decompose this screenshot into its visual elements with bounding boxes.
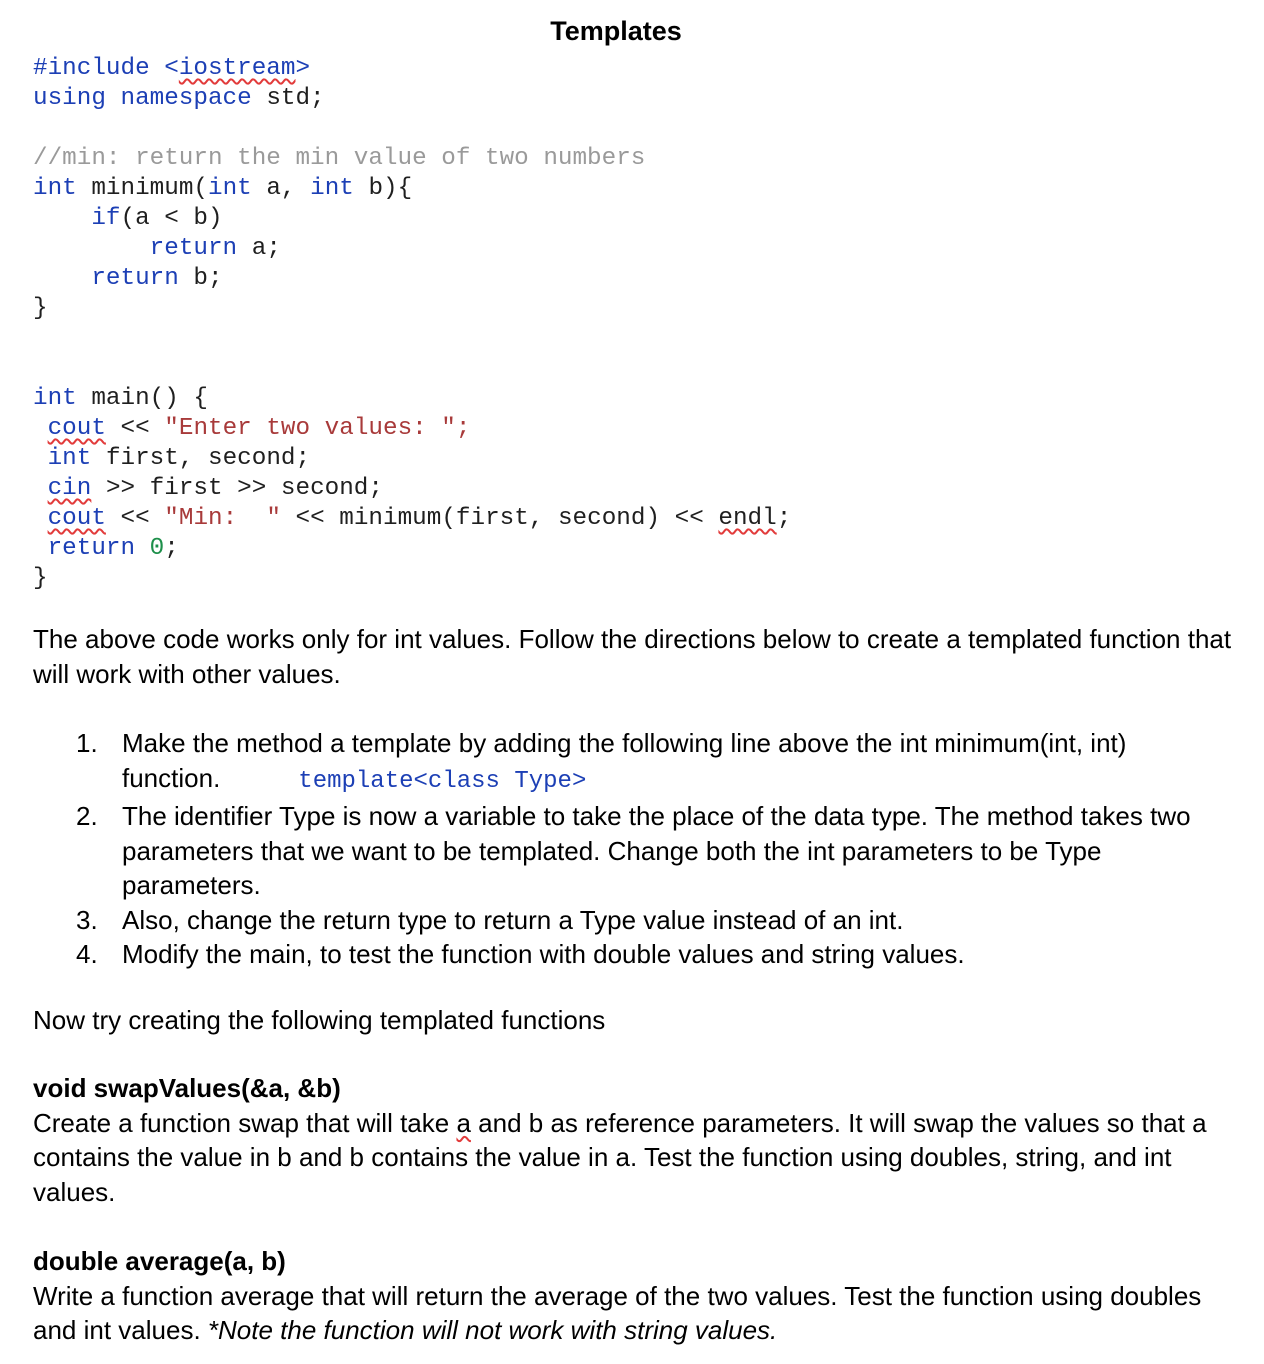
return-keyword: return [47, 535, 136, 562]
code-line-return-b [33, 264, 791, 294]
code-close-brace-main: } [33, 565, 48, 592]
decl-type: int [47, 445, 92, 472]
code-block [33, 54, 791, 594]
code-line-decl [33, 444, 791, 474]
return-keyword: return [91, 265, 179, 292]
code-line-main [33, 384, 791, 414]
param-type-b: int [310, 175, 354, 202]
swap-body-a: a [456, 1107, 471, 1138]
code-line-signature [33, 174, 791, 204]
template-line-code: template<class Type> [298, 767, 587, 795]
list-item [76, 903, 1236, 938]
prompt-string: "Enter two values: "; [164, 415, 471, 442]
step-text: Make the method a template by adding the following line above the int minimum(int, int) function. [122, 728, 1127, 793]
if-keyword: if [91, 205, 121, 232]
list-item [76, 726, 1236, 799]
return-zero: 0 [149, 535, 165, 562]
now-try-text: Now try creating the following templated functions [33, 1005, 606, 1035]
code-comment: //min: return the min value of two numbers [33, 145, 646, 172]
return-keyword: return [149, 235, 238, 262]
step-number: 1. [76, 728, 98, 758]
code-line-return-0 [33, 534, 791, 564]
now-try-paragraph [33, 1003, 1233, 1038]
cout-keyword: cout [47, 415, 106, 442]
include-library: iostream [178, 55, 296, 82]
code-line-cout-prompt [33, 414, 791, 444]
average-section [33, 1244, 1233, 1348]
using-keyword: using namespace [33, 85, 252, 112]
param-a: a, [266, 175, 296, 202]
average-heading: double average(a, b) [33, 1246, 286, 1276]
step-number: 3. [76, 904, 98, 935]
swap-body-part1: Create a function swap that will take [33, 1107, 450, 1138]
code-line-cout-min [33, 504, 791, 534]
code-close-brace: } [33, 295, 48, 322]
cin-expression: >> first >> second; [105, 475, 383, 502]
intro-text: The above code works only for int values. Follow the directions below to create a templated function that will work with other values. [33, 624, 1232, 689]
list-item [76, 799, 1236, 903]
cin-keyword: cin [47, 475, 92, 502]
step-number: 4. [76, 939, 98, 969]
average-note: *Note the function will not work with string values. [207, 1315, 778, 1345]
decl-vars: first, second; [105, 445, 311, 472]
swap-body [33, 1106, 1233, 1210]
output-operator: << [120, 505, 150, 532]
code-line-return-a [33, 234, 791, 264]
return-value-b: b; [193, 265, 223, 292]
step-text: Modify the main, to test the function with double values and string values. [122, 939, 965, 969]
intro-paragraph [33, 622, 1233, 691]
average-body-text: Write a function average that will return the average of the two values. Test the function using doubles and int values. [33, 1280, 1202, 1345]
namespace-name: std; [266, 85, 325, 112]
code-line-cin [33, 474, 791, 504]
return-value-a: a; [251, 235, 281, 262]
main-signature: main() { [91, 385, 208, 412]
swap-body-part2: and b as reference parameters. It will swap the values so that a contains the value in b and b contains the value in a. Test the function using doubles, string, and int values. [33, 1107, 1207, 1207]
swap-section [33, 1071, 1233, 1209]
code-line-include: #include <iostream> [33, 55, 311, 82]
main-return-type: int [33, 385, 77, 412]
output-operator: << [120, 415, 150, 442]
code-line-if [33, 204, 791, 234]
param-b: b){ [368, 175, 413, 202]
step-text: Also, change the return type to return a Type value instead of an int. [122, 904, 904, 935]
average-body [33, 1279, 1233, 1348]
semicolon: ; [164, 535, 179, 562]
page-title: Templates [550, 16, 682, 46]
minimum-call: << minimum(first, second) << [295, 505, 704, 532]
step-text: The identifier Type is now a variable to take the place of the data type. The method takes two parameters that we want to be templated. Change both the int parameters to be Type parameters. [122, 801, 1191, 900]
step-number: 2. [76, 801, 98, 831]
swap-heading: void swapValues(&a, &b) [33, 1073, 341, 1103]
min-string: "Min: " [164, 505, 281, 532]
function-name: minimum( [91, 175, 208, 202]
include-directive: #include [33, 55, 150, 82]
return-type: int [33, 175, 77, 202]
endl-keyword: endl [718, 505, 777, 532]
cout-keyword: cout [47, 505, 106, 532]
code-line-using [33, 84, 791, 114]
semicolon: ; [776, 505, 792, 532]
steps-list [76, 726, 1236, 972]
list-item [76, 937, 1236, 972]
param-type-a: int [208, 175, 252, 202]
if-condition: (a < b) [120, 205, 223, 232]
